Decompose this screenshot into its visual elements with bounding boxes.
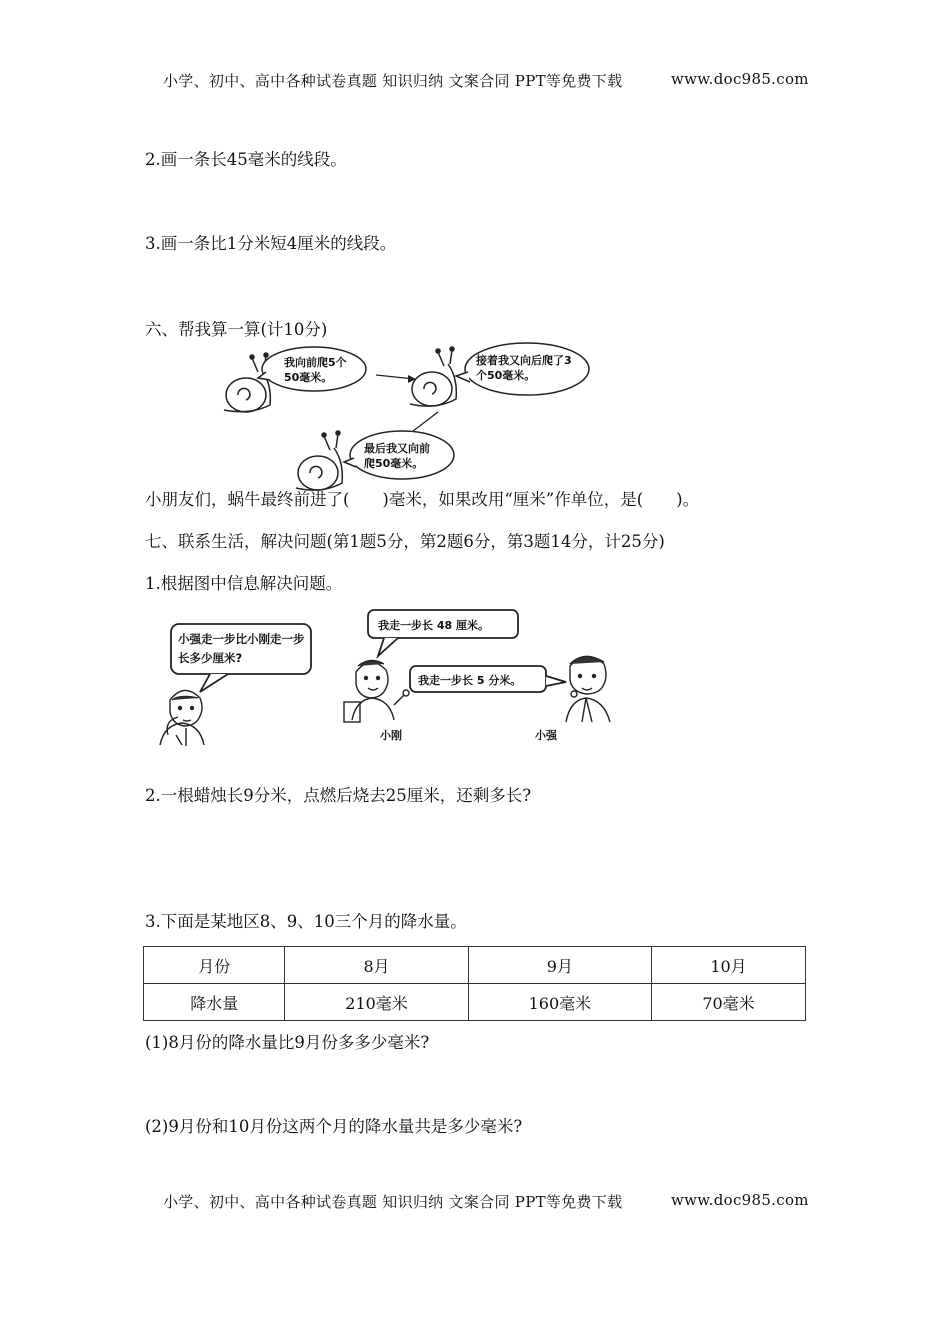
table-cell: 210毫米	[285, 984, 468, 1021]
table-cell: 降水量	[144, 984, 285, 1021]
bubble-text-1: 我向前爬5个50毫米。	[284, 356, 347, 384]
table-cell: 8月	[285, 947, 468, 984]
bubble-text-3: 最后我又向前爬50毫米。	[364, 442, 430, 470]
table-cell: 月份	[144, 947, 285, 984]
table-cell: 70毫米	[652, 984, 806, 1021]
bubble-xiaogang-text: 我走一步长 48 厘米。	[378, 619, 489, 632]
table-cell: 9月	[468, 947, 651, 984]
table-header-row	[144, 947, 806, 984]
bubble-question-text: 小强走一步比小刚走一步长多少厘米?	[178, 632, 305, 665]
header-text: 小学、初中、高中各种试卷真题 知识归纳 文案合同 PPT等免费下载	[163, 72, 623, 90]
table-cell: 10月	[652, 947, 806, 984]
bubble-xiaoqiang-text: 我走一步长 5 分米。	[418, 674, 522, 687]
section-7-title: 七、联系生活，解决问题(第1题5分，第2题6分，第3题14分，计25分)	[145, 532, 665, 551]
thinking-boy-icon	[160, 690, 204, 746]
question-7-1: 1.根据图中信息解决问题。	[145, 574, 343, 593]
table-cell: 160毫米	[468, 984, 651, 1021]
question-7-2: 2.一根蜡烛长9分米，点燃后烧去25厘米，还剩多长?	[145, 786, 532, 805]
name-xiaoqiang: 小强	[535, 729, 557, 742]
question-5-3: 3.画一条比1分米短4厘米的线段。	[145, 234, 397, 253]
footer-text: 小学、初中、高中各种试卷真题 知识归纳 文案合同 PPT等免费下载	[163, 1193, 623, 1211]
section-6-question: 小朋友们，蜗牛最终前进了( )毫米，如果改用“厘米”作单位，是( )。	[145, 490, 700, 509]
question-7-3: 3.下面是某地区8、9、10三个月的降水量。	[145, 912, 467, 931]
name-xiaogang: 小刚	[380, 729, 402, 742]
xiaoqiang-boy-icon	[566, 656, 610, 722]
question-5-2: 2.画一条长45毫米的线段。	[145, 150, 347, 169]
sub-question-1: (1)8月份的降水量比9月份多多少毫米?	[145, 1033, 430, 1052]
footer-site: www.doc985.com	[671, 1191, 809, 1209]
table-row	[144, 984, 806, 1021]
bubble-text-2: 接着我又向后爬了3个50毫米。	[476, 354, 572, 382]
header-site: www.doc985.com	[671, 70, 809, 88]
section-6-title: 六、帮我算一算(计10分)	[145, 320, 328, 339]
xiaogang-boy-icon	[344, 660, 409, 722]
sub-question-2: (2)9月份和10月份这两个月的降水量共是多少毫米?	[145, 1117, 523, 1136]
rainfall-table	[143, 946, 806, 1021]
